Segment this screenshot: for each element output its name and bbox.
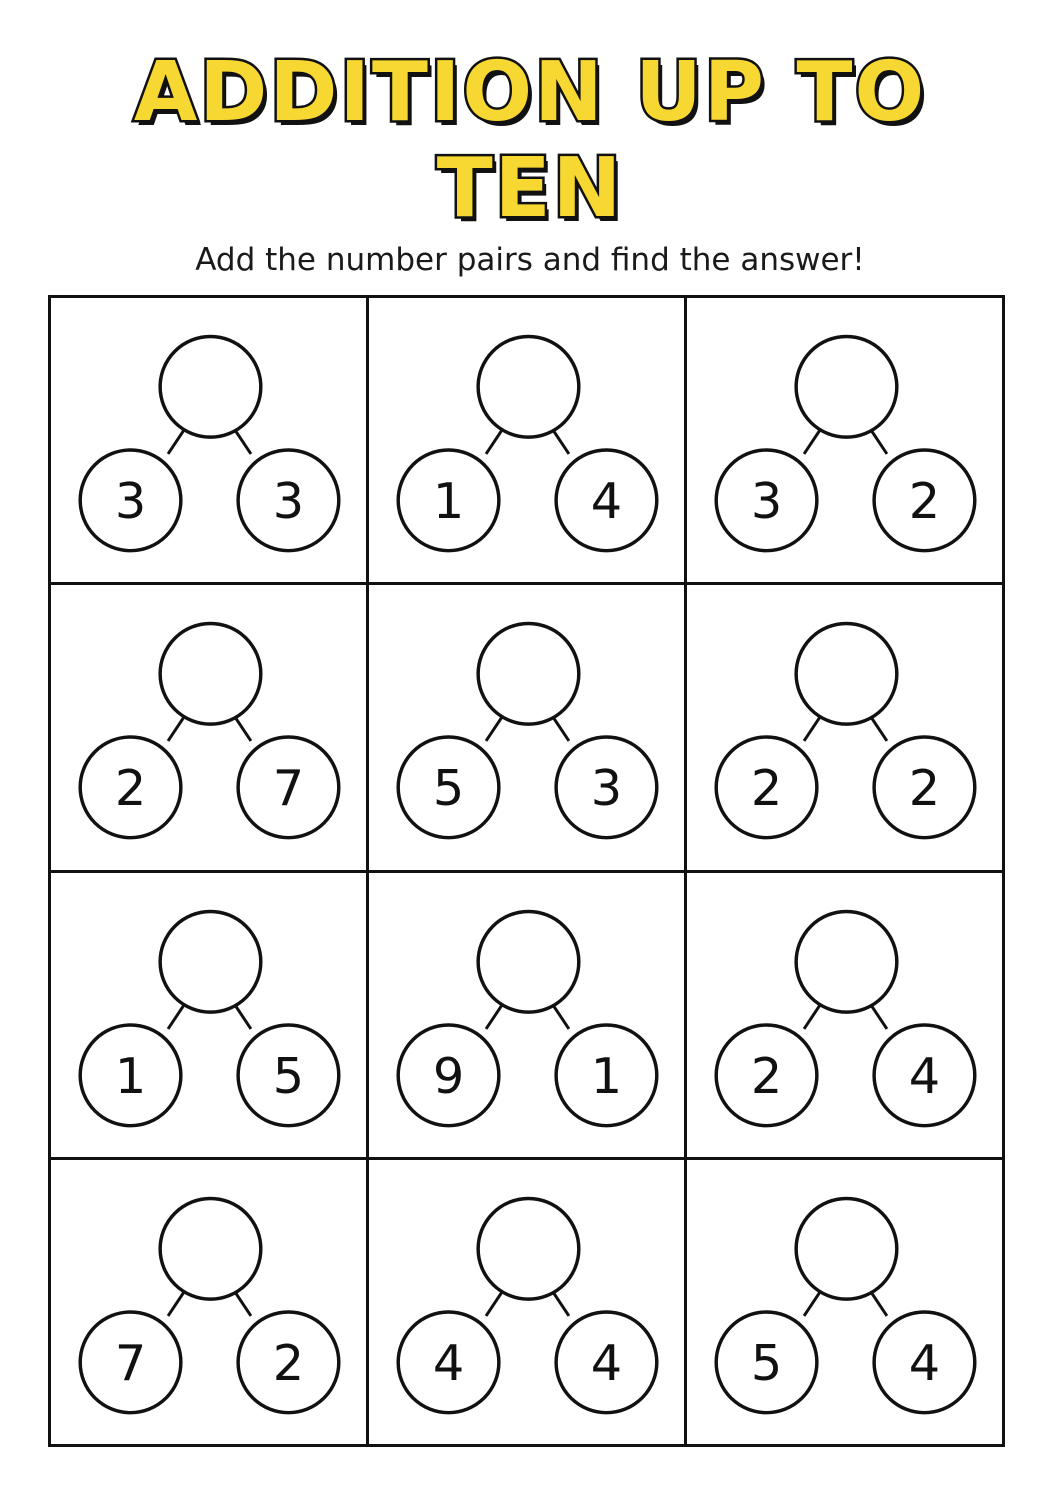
addend-right-value: 4 — [590, 472, 623, 531]
addend-left-value: 9 — [432, 1046, 465, 1105]
addend-left-value: 1 — [114, 1046, 147, 1105]
number-bond-cell — [369, 1160, 687, 1447]
number-bond-diagram — [687, 298, 1002, 582]
addend-left-value: 2 — [750, 1046, 783, 1105]
number-bond-diagram — [369, 585, 684, 869]
number-bond-diagram — [369, 873, 684, 1157]
addend-right-value: 2 — [908, 472, 941, 531]
sum-circle[interactable] — [796, 911, 897, 1012]
worksheet-title-line1: ADDITION UP TO — [133, 45, 927, 140]
number-bond-diagram — [369, 298, 684, 582]
sum-circle[interactable] — [478, 336, 579, 437]
addend-left-value: 5 — [750, 1333, 783, 1392]
addend-left-value: 3 — [114, 472, 147, 531]
number-bond-cell — [51, 585, 369, 872]
number-bond-diagram — [687, 873, 1002, 1157]
addend-left-value: 5 — [432, 759, 465, 818]
sum-circle[interactable] — [796, 624, 897, 725]
addend-right-value: 4 — [908, 1046, 941, 1105]
sum-circle[interactable] — [478, 624, 579, 725]
worksheet-title-line2: TEN — [436, 141, 624, 236]
number-bond-cell — [369, 298, 687, 585]
addend-right-value: 7 — [272, 759, 305, 818]
addend-left-value: 4 — [432, 1333, 465, 1392]
number-bond-diagram — [369, 1160, 684, 1444]
addend-right-value: 1 — [590, 1046, 623, 1105]
addend-right-value: 4 — [908, 1333, 941, 1392]
number-bond-diagram — [51, 298, 366, 582]
number-bond-cell — [51, 1160, 369, 1447]
addend-right-value: 2 — [908, 759, 941, 818]
sum-circle[interactable] — [160, 336, 261, 437]
sum-circle[interactable] — [796, 1198, 897, 1299]
addend-left-value: 3 — [750, 472, 783, 531]
sum-circle[interactable] — [160, 624, 261, 725]
number-bond-cell — [687, 585, 1005, 872]
sum-circle[interactable] — [160, 911, 261, 1012]
number-bond-diagram — [51, 585, 366, 869]
problem-grid — [48, 295, 1005, 1447]
addend-left-value: 2 — [114, 759, 147, 818]
number-bond-cell — [51, 298, 369, 585]
number-bond-cell — [687, 873, 1005, 1160]
addend-right-value: 5 — [272, 1046, 305, 1105]
sum-circle[interactable] — [796, 336, 897, 437]
addend-right-value: 3 — [590, 759, 623, 818]
number-bond-cell — [687, 1160, 1005, 1447]
addend-left-value: 7 — [114, 1333, 147, 1392]
number-bond-cell — [369, 873, 687, 1160]
number-bond-diagram — [687, 1160, 1002, 1444]
addend-right-value: 2 — [272, 1333, 305, 1392]
addend-right-value: 3 — [272, 472, 305, 531]
number-bond-cell — [369, 585, 687, 872]
addend-right-value: 4 — [590, 1333, 623, 1392]
number-bond-cell — [51, 873, 369, 1160]
instructions: Add the number pairs and find the answer! — [195, 242, 865, 278]
addend-left-value: 2 — [750, 759, 783, 818]
sum-circle[interactable] — [478, 1198, 579, 1299]
sum-circle[interactable] — [478, 911, 579, 1012]
number-bond-cell — [687, 298, 1005, 585]
number-bond-diagram — [687, 585, 1002, 869]
number-bond-diagram — [51, 1160, 366, 1444]
addend-left-value: 1 — [432, 472, 465, 531]
sum-circle[interactable] — [160, 1198, 261, 1299]
number-bond-diagram — [51, 873, 366, 1157]
